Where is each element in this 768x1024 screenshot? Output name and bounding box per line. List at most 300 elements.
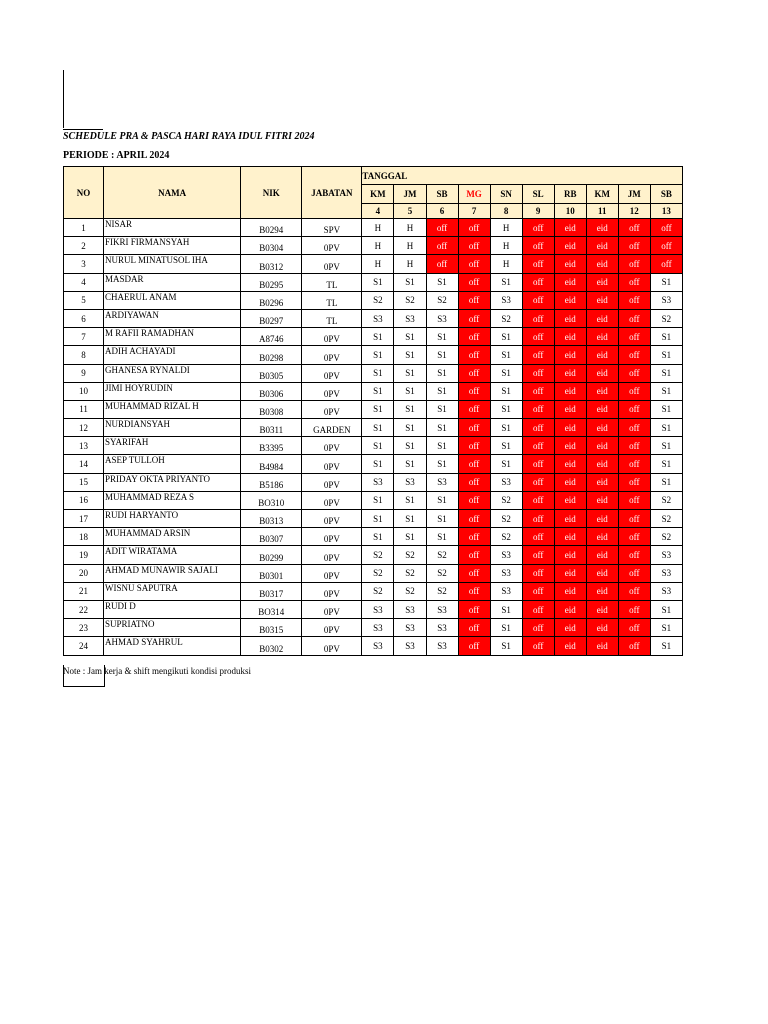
shift-cell: H — [394, 237, 426, 255]
shift-cell: eid — [554, 528, 586, 546]
shift-cell: off — [522, 600, 554, 618]
shift-cell: off — [522, 564, 554, 582]
row-nik: B0295 — [241, 273, 302, 291]
row-jabatan: 0PV — [302, 491, 362, 509]
shift-cell: S2 — [394, 582, 426, 600]
schedule-body — [64, 219, 683, 656]
shift-cell: S1 — [490, 364, 522, 382]
shift-cell: S1 — [426, 364, 458, 382]
shift-cell: off — [522, 473, 554, 491]
shift-cell: H — [362, 219, 394, 237]
row-jabatan: 0PV — [302, 600, 362, 618]
shift-cell: off — [618, 237, 650, 255]
shift-cell: eid — [586, 619, 618, 637]
shift-cell: S3 — [650, 546, 682, 564]
table-row — [64, 382, 683, 400]
row-nama: SYARIFAH — [104, 437, 241, 455]
shift-cell: S1 — [490, 273, 522, 291]
shift-cell: off — [618, 400, 650, 418]
shift-cell: eid — [554, 309, 586, 327]
shift-cell: eid — [586, 582, 618, 600]
row-nik: B0311 — [241, 419, 302, 437]
shift-cell: off — [522, 237, 554, 255]
shift-cell: eid — [586, 273, 618, 291]
shift-cell: S1 — [426, 382, 458, 400]
day-header-cell: KM — [586, 185, 618, 204]
shift-cell: S1 — [490, 637, 522, 655]
shift-cell: eid — [586, 309, 618, 327]
row-nik: B0306 — [241, 382, 302, 400]
shift-cell: off — [618, 437, 650, 455]
shift-cell: S3 — [362, 309, 394, 327]
shift-cell: H — [490, 237, 522, 255]
row-jabatan: 0PV — [302, 546, 362, 564]
shift-cell: off — [458, 346, 490, 364]
shift-cell: eid — [554, 291, 586, 309]
table-row — [64, 400, 683, 418]
shift-cell: S1 — [490, 346, 522, 364]
shift-cell: S1 — [394, 364, 426, 382]
shift-cell: S1 — [394, 455, 426, 473]
shift-cell: off — [458, 309, 490, 327]
day-header-cell: KM — [362, 185, 394, 204]
row-no: 2 — [64, 237, 104, 255]
row-no: 23 — [64, 619, 104, 637]
table-row — [64, 473, 683, 491]
shift-cell: eid — [554, 455, 586, 473]
shift-cell: S3 — [426, 473, 458, 491]
row-no: 10 — [64, 382, 104, 400]
shift-cell: off — [458, 419, 490, 437]
shift-cell: eid — [554, 237, 586, 255]
shift-cell: eid — [554, 491, 586, 509]
shift-cell: off — [618, 582, 650, 600]
shift-cell: S3 — [362, 619, 394, 637]
shift-cell: S1 — [362, 273, 394, 291]
shift-cell: off — [458, 473, 490, 491]
shift-cell: S1 — [426, 510, 458, 528]
shift-cell: S1 — [490, 400, 522, 418]
row-no: 11 — [64, 400, 104, 418]
shift-cell: off — [458, 291, 490, 309]
table-row — [64, 309, 683, 327]
shift-cell: H — [362, 237, 394, 255]
row-nama: NURDIANSYAH — [104, 419, 241, 437]
row-nama: CHAERUL ANAM — [104, 291, 241, 309]
shift-cell: S1 — [490, 419, 522, 437]
shift-cell: eid — [586, 400, 618, 418]
row-jabatan: TL — [302, 273, 362, 291]
shift-cell: eid — [586, 237, 618, 255]
shift-cell: S1 — [394, 528, 426, 546]
table-row — [64, 346, 683, 364]
shift-cell: off — [522, 400, 554, 418]
header-jabatan: JABATAN — [302, 167, 362, 219]
shift-cell: S1 — [650, 273, 682, 291]
row-jabatan: 0PV — [302, 473, 362, 491]
table-row — [64, 291, 683, 309]
shift-cell: off — [618, 455, 650, 473]
shift-cell: eid — [586, 219, 618, 237]
schedule-table — [63, 166, 683, 656]
shift-cell: eid — [586, 382, 618, 400]
shift-cell: off — [458, 237, 490, 255]
sheet-vertical-line — [63, 70, 64, 128]
table-row — [64, 637, 683, 655]
shift-cell: off — [426, 237, 458, 255]
shift-cell: S1 — [362, 382, 394, 400]
table-row — [64, 419, 683, 437]
shift-cell: H — [362, 255, 394, 273]
row-nama: NURUL MINATUSOL IHA — [104, 255, 241, 273]
shift-cell: S3 — [362, 600, 394, 618]
shift-cell: eid — [586, 473, 618, 491]
row-jabatan: 0PV — [302, 528, 362, 546]
shift-cell: S1 — [426, 400, 458, 418]
shift-cell: off — [618, 328, 650, 346]
shift-cell: S1 — [394, 273, 426, 291]
shift-cell: S1 — [650, 328, 682, 346]
shift-cell: off — [458, 637, 490, 655]
row-jabatan: TL — [302, 309, 362, 327]
shift-cell: eid — [586, 455, 618, 473]
shift-cell: eid — [586, 510, 618, 528]
shift-cell: S1 — [426, 491, 458, 509]
shift-cell: S3 — [394, 473, 426, 491]
shift-cell: S2 — [362, 291, 394, 309]
shift-cell: S2 — [426, 564, 458, 582]
row-no: 24 — [64, 637, 104, 655]
row-nama: MUHAMMAD RIZAL H — [104, 400, 241, 418]
shift-cell: S1 — [650, 346, 682, 364]
row-jabatan: 0PV — [302, 382, 362, 400]
shift-cell: off — [458, 255, 490, 273]
shift-cell: S1 — [362, 510, 394, 528]
row-nama: FIKRI FIRMANSYAH — [104, 237, 241, 255]
schedule-title: SCHEDULE PRA & PASCA HARI RAYA IDUL FITRI 2024 — [63, 131, 315, 142]
shift-cell: S1 — [426, 455, 458, 473]
shift-cell: eid — [554, 328, 586, 346]
day-header-cell: RB — [554, 185, 586, 204]
shift-cell: eid — [554, 600, 586, 618]
table-row — [64, 237, 683, 255]
shift-cell: eid — [586, 364, 618, 382]
day-header-cell: MG — [458, 185, 490, 204]
shift-cell: off — [426, 255, 458, 273]
header-nama: NAMA — [104, 167, 241, 219]
shift-cell: off — [618, 528, 650, 546]
shift-cell: off — [618, 564, 650, 582]
row-no: 20 — [64, 564, 104, 582]
table-row — [64, 600, 683, 618]
shift-cell: off — [618, 619, 650, 637]
shift-cell: off — [618, 291, 650, 309]
row-nik: B0304 — [241, 237, 302, 255]
row-no: 21 — [64, 582, 104, 600]
shift-cell: S1 — [650, 473, 682, 491]
shift-cell: S1 — [426, 273, 458, 291]
row-nik: B5186 — [241, 473, 302, 491]
shift-cell: off — [458, 546, 490, 564]
row-no: 16 — [64, 491, 104, 509]
row-jabatan: GARDEN — [302, 419, 362, 437]
row-jabatan: 0PV — [302, 510, 362, 528]
table-row — [64, 491, 683, 509]
shift-cell: off — [458, 491, 490, 509]
row-nama: PRIDAY OKTA PRIYANTO — [104, 473, 241, 491]
shift-cell: S2 — [426, 291, 458, 309]
date-header-cell: 7 — [458, 204, 490, 219]
shift-cell: off — [458, 619, 490, 637]
row-nama: ADIT WIRATAMA — [104, 546, 241, 564]
shift-cell: S3 — [490, 473, 522, 491]
row-nik: B0296 — [241, 291, 302, 309]
row-no: 9 — [64, 364, 104, 382]
row-nik: BO314 — [241, 600, 302, 618]
shift-cell: off — [522, 273, 554, 291]
row-nama: MUHAMMAD ARSIN — [104, 528, 241, 546]
row-nama: MASDAR — [104, 273, 241, 291]
shift-cell: S1 — [394, 400, 426, 418]
table-row — [64, 582, 683, 600]
shift-cell: eid — [554, 419, 586, 437]
shift-cell: S1 — [362, 346, 394, 364]
date-header-cell: 6 — [426, 204, 458, 219]
shift-cell: S2 — [362, 564, 394, 582]
shift-cell: S1 — [362, 328, 394, 346]
shift-cell: eid — [554, 582, 586, 600]
shift-cell: S3 — [394, 309, 426, 327]
day-header-cell: JM — [618, 185, 650, 204]
shift-cell: S1 — [650, 455, 682, 473]
row-nik: A8746 — [241, 328, 302, 346]
shift-cell: off — [522, 619, 554, 637]
shift-cell: S1 — [362, 491, 394, 509]
shift-cell: S2 — [394, 564, 426, 582]
shift-cell: S1 — [362, 455, 394, 473]
shift-cell: S3 — [490, 291, 522, 309]
date-header-cell: 12 — [618, 204, 650, 219]
row-no: 22 — [64, 600, 104, 618]
shift-cell: off — [618, 364, 650, 382]
shift-cell: S3 — [426, 637, 458, 655]
sheet-horizontal-line — [63, 129, 103, 130]
shift-cell: off — [618, 546, 650, 564]
row-nama: MUHAMMAD REZA S — [104, 491, 241, 509]
table-row — [64, 255, 683, 273]
shift-cell: S2 — [650, 528, 682, 546]
row-jabatan: TL — [302, 291, 362, 309]
date-header-cell: 8 — [490, 204, 522, 219]
row-nama: ARDIYAWAN — [104, 309, 241, 327]
shift-cell: S3 — [362, 473, 394, 491]
row-no: 5 — [64, 291, 104, 309]
header-no: NO — [64, 167, 104, 219]
row-nama: ADIH ACHAYADI — [104, 346, 241, 364]
shift-cell: off — [522, 419, 554, 437]
row-nik: B0317 — [241, 582, 302, 600]
shift-cell: S3 — [394, 637, 426, 655]
shift-cell: eid — [554, 546, 586, 564]
shift-cell: S1 — [426, 419, 458, 437]
row-nama: JIMI HOYRUDIN — [104, 382, 241, 400]
row-nik: BO310 — [241, 491, 302, 509]
periode-label: PERIODE : APRIL 2024 — [63, 150, 170, 161]
shift-cell: S1 — [650, 637, 682, 655]
shift-cell: off — [522, 364, 554, 382]
table-row — [64, 455, 683, 473]
shift-cell: S1 — [394, 346, 426, 364]
row-no: 14 — [64, 455, 104, 473]
row-jabatan: 0PV — [302, 564, 362, 582]
shift-cell: S2 — [490, 491, 522, 509]
shift-cell: eid — [586, 437, 618, 455]
row-jabatan: 0PV — [302, 582, 362, 600]
shift-cell: S2 — [650, 491, 682, 509]
row-nik: B0308 — [241, 400, 302, 418]
row-no: 13 — [64, 437, 104, 455]
shift-cell: S2 — [394, 546, 426, 564]
shift-cell: S3 — [426, 619, 458, 637]
shift-cell: eid — [554, 400, 586, 418]
shift-cell: off — [650, 237, 682, 255]
shift-cell: off — [618, 491, 650, 509]
row-nama: WISNU SAPUTRA — [104, 582, 241, 600]
shift-cell: S1 — [362, 400, 394, 418]
row-nik: B0312 — [241, 255, 302, 273]
table-row — [64, 510, 683, 528]
shift-cell: eid — [554, 637, 586, 655]
shift-cell: off — [458, 328, 490, 346]
shift-cell: S2 — [650, 309, 682, 327]
shift-cell: eid — [554, 346, 586, 364]
row-jabatan: 0PV — [302, 637, 362, 655]
shift-cell: off — [650, 255, 682, 273]
shift-cell: S3 — [650, 564, 682, 582]
row-jabatan: 0PV — [302, 328, 362, 346]
shift-cell: eid — [554, 219, 586, 237]
shift-cell: S1 — [650, 364, 682, 382]
shift-cell: S3 — [650, 582, 682, 600]
shift-cell: eid — [586, 637, 618, 655]
shift-cell: off — [522, 291, 554, 309]
shift-cell: off — [618, 600, 650, 618]
shift-cell: S3 — [426, 600, 458, 618]
shift-cell: off — [618, 637, 650, 655]
row-nik: B0313 — [241, 510, 302, 528]
shift-cell: S1 — [650, 600, 682, 618]
row-nama: AHMAD MUNAWIR SAJALI — [104, 564, 241, 582]
shift-cell: S1 — [394, 382, 426, 400]
shift-cell: off — [618, 273, 650, 291]
shift-cell: S1 — [650, 419, 682, 437]
shift-cell: S1 — [394, 510, 426, 528]
shift-cell: S1 — [426, 328, 458, 346]
shift-cell: H — [490, 255, 522, 273]
shift-cell: S3 — [394, 600, 426, 618]
shift-cell: S3 — [490, 582, 522, 600]
shift-cell: S3 — [394, 619, 426, 637]
shift-cell: S1 — [362, 528, 394, 546]
day-header-cell: SB — [426, 185, 458, 204]
row-nama: RUDI D — [104, 600, 241, 618]
shift-cell: off — [618, 510, 650, 528]
shift-cell: eid — [586, 564, 618, 582]
date-header-cell: 11 — [586, 204, 618, 219]
shift-cell: S1 — [490, 437, 522, 455]
row-nik: B0302 — [241, 637, 302, 655]
row-nik: B4984 — [241, 455, 302, 473]
shift-cell: off — [458, 455, 490, 473]
date-header-cell: 9 — [522, 204, 554, 219]
shift-cell: S2 — [490, 309, 522, 327]
shift-cell: off — [522, 637, 554, 655]
shift-cell: S1 — [426, 346, 458, 364]
row-nik: B0305 — [241, 364, 302, 382]
row-jabatan: 0PV — [302, 237, 362, 255]
shift-cell: S1 — [426, 437, 458, 455]
day-header-cell: JM — [394, 185, 426, 204]
shift-cell: S1 — [490, 328, 522, 346]
shift-cell: S1 — [650, 400, 682, 418]
shift-cell: eid — [586, 346, 618, 364]
shift-cell: S3 — [490, 564, 522, 582]
shift-cell: S2 — [490, 528, 522, 546]
row-no: 8 — [64, 346, 104, 364]
shift-cell: off — [522, 382, 554, 400]
row-jabatan: SPV — [302, 219, 362, 237]
shift-cell: eid — [554, 255, 586, 273]
shift-cell: off — [522, 528, 554, 546]
header-tanggal: TANGGAL — [362, 167, 683, 185]
shift-cell: S1 — [394, 419, 426, 437]
shift-cell: off — [618, 473, 650, 491]
row-no: 17 — [64, 510, 104, 528]
shift-cell: S1 — [650, 437, 682, 455]
shift-cell: S2 — [650, 510, 682, 528]
shift-cell: eid — [586, 600, 618, 618]
shift-cell: off — [458, 510, 490, 528]
shift-cell: S1 — [362, 364, 394, 382]
shift-cell: H — [490, 219, 522, 237]
row-jabatan: 0PV — [302, 437, 362, 455]
shift-cell: S1 — [362, 419, 394, 437]
shift-cell: S1 — [394, 491, 426, 509]
row-nik: B0297 — [241, 309, 302, 327]
shift-cell: S2 — [362, 582, 394, 600]
shift-cell: S3 — [490, 546, 522, 564]
shift-cell: off — [458, 582, 490, 600]
row-nik: B0298 — [241, 346, 302, 364]
shift-cell: off — [522, 219, 554, 237]
shift-cell: S1 — [362, 437, 394, 455]
shift-cell: S1 — [426, 528, 458, 546]
shift-cell: off — [522, 455, 554, 473]
row-no: 6 — [64, 309, 104, 327]
row-no: 19 — [64, 546, 104, 564]
row-nama: ASEP TULLOH — [104, 455, 241, 473]
shift-cell: H — [394, 255, 426, 273]
row-jabatan: 0PV — [302, 455, 362, 473]
shift-cell: eid — [554, 510, 586, 528]
row-nama: NISAR — [104, 219, 241, 237]
row-nama: SUPRIATNO — [104, 619, 241, 637]
row-jabatan: 0PV — [302, 619, 362, 637]
table-row — [64, 528, 683, 546]
shift-cell: off — [618, 382, 650, 400]
shift-cell: eid — [554, 273, 586, 291]
shift-cell: S3 — [650, 291, 682, 309]
